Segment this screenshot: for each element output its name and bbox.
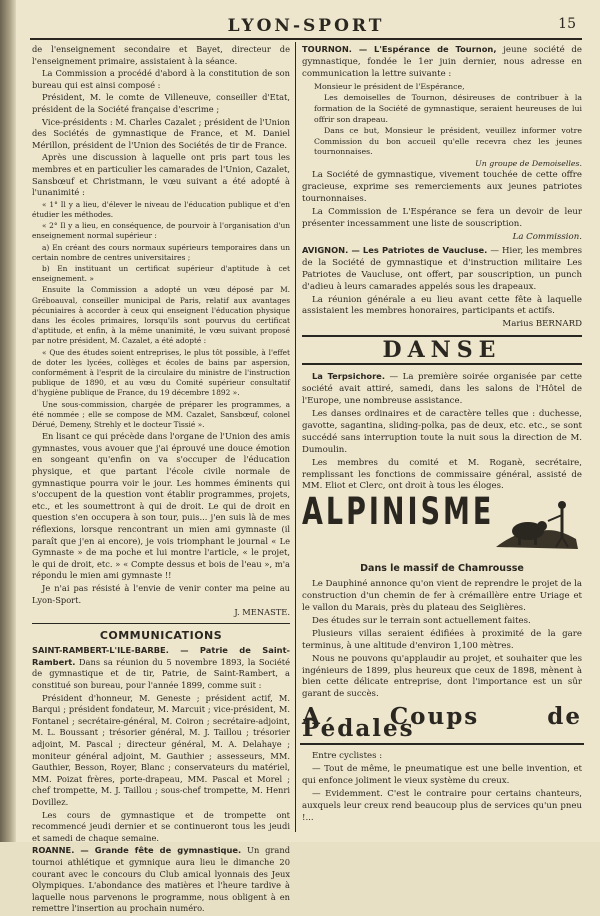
masthead-rule [30, 38, 582, 40]
paragraph: Des études sur le terrain sont actuellement faites. [312, 615, 531, 626]
quoted-letter [302, 82, 582, 170]
item-lead: TOURNON. — L'Espérance de Tournon, [302, 44, 497, 54]
paragraph: La Commission a procédé d'abord à la constitution de son bureau qui est ainsi composé : [32, 68, 290, 90]
paragraph: La réunion générale a eu lieu avant cette fête à laquelle assistaient les membres honoraires, participants et actifs. [302, 294, 582, 317]
item-lead: La Terpsichore. [312, 371, 385, 382]
coups-title: A Coups de Pédales [302, 703, 582, 743]
page-number: 15 [558, 16, 576, 32]
paragraph: Les danses ordinaires et de caractère telles que : duchesse, gavotte, sagantina, sliding-polka, pas de deux, etc. etc., se sont succédé sans interruption toute la nuit sous la direction de M. Dumoulin. [302, 408, 582, 455]
signature: Marius BERNARD [502, 319, 582, 330]
left-column [32, 44, 290, 916]
danse-banner [302, 335, 582, 365]
letter-line: Les demoiselles de Tournon, désireuses de contribuer à la formation de la Société de gymnastique, seraient heureuses de lui offrir son drapeau. [314, 93, 582, 124]
bear-hunter-illustration [490, 499, 582, 555]
paragraph: Les cours de gymnastique et de trompette ont recommencé jeudi dernier et se continueront tous les jeudi et samedi de chaque semaine. [32, 809, 290, 843]
paragraph: a) En créant des cours normaux supérieurs temporaires dans un certain nombre de centres universitaires ; [32, 242, 290, 262]
paragraph: Les membres du comité et M. Roganè, secrétaire, remplissant les fonctions de commissaire général, assisté de MM. Eliot et Clerc, ont droit à tous les éloges. [302, 457, 582, 492]
item-lead: ROANNE. — Grande fête de gymnastique. [32, 845, 242, 856]
letter-line: Dans ce but, Monsieur le président, veuillez informer votre Commission du bon accueil qu'elle recevra chez les jeunes tournonnaises. [314, 126, 582, 157]
paragraph: b) En instituant un certificat supérieur d'aptitude à cet enseignement. » [32, 263, 290, 284]
paragraph: Le Dauphiné annonce qu'on vient de reprendre le projet de la construction d'un chemin de fer à crémaillère entre Uriage et le vallon du Marais, près du plateau des Seiglières. [302, 579, 582, 614]
paragraph: Vice-présidents : M. Charles Cazalet ; président de l'Union des Sociétés de gymnastique de France, et M. Daniel Mérillon, président de l'Union des Sociétés de tir de France. [32, 116, 290, 150]
item-lead: SAINT-RAMBERT-L'ILE-BARBE. — Patrie de Saint-Rambert. [32, 645, 290, 667]
letter-line: Monsieur le président de l'Espérance, [314, 81, 465, 91]
paragraph: Après une discussion à laquelle ont pris part tous les membres et en particulier les camarades de l'Union, Cazalet, Sansbœuf et Christmann, le vœu suivant a été adopté à l'unanimité : [32, 152, 290, 198]
column-divider [295, 42, 296, 832]
paragraph: — Evidemment. C'est le contraire pour certains chanteurs, auxquels leur creux rend beaucoup plus de services qu'un pneu !... [302, 789, 582, 823]
item-text: Dans sa réunion du 5 novembre 1893, la Société de gymnastique et de tir, Patrie, de Saint-Rambert, a constitué son bureau, pour l'année 1899, comme suit : [32, 656, 290, 691]
paragraph: La Société de gymnastique, vivement touchée de cette offre gracieuse, exprime ses remerciements aux jeunes patriotes tournonnaises. [302, 170, 582, 205]
signature: La Commission. [512, 232, 582, 242]
paragraph: Président, M. le comte de Villeneuve, conseiller d'Etat, président de la Société française d'escrime ; [32, 92, 290, 114]
page-binding [0, 0, 16, 842]
alpinisme-title: ALPINISME [302, 490, 495, 535]
item-lead: AVIGNON. — Les Patriotes de Vaucluse. [302, 244, 488, 255]
letter-signature: Un groupe de Demoiselles. [475, 158, 582, 168]
paragraph: Entre cyclistes : [312, 751, 383, 762]
coups-rule [300, 743, 584, 745]
paragraph: — Tout de même, le pneumatique est une belle invention, et qui enfonce joliment le vieux système du creux. [302, 764, 582, 787]
item-text: jeune société de gymnastique, fondée le 1er juin dernier, nous adresse en communication la lettre suivante : [302, 45, 582, 79]
paragraph: « Que des études soient entreprises, le plus tôt possible, à l'effet de doter les lycées, collèges et écoles de bains par aspersion, conformément à l'esprit de la circulaire du ministre de l'instruction publique de 1890, et au vœu du Comité supérieur consultatif d'hygiène publique de France, du 19 décembre 1892 ». [32, 347, 290, 398]
paragraph: « 2° Il y a lieu, en conséquence, de pourvoir à l'organisation d'un enseignement normal supérieur : [32, 221, 290, 241]
signature: J. MENASTE. [234, 607, 290, 618]
item-text: — La première soirée organisée par cette société avait attiré, samedi, dans les salons de l'Hôtel de l'Europe, une nombreuse assistance. [302, 372, 582, 407]
item-text: Un grand tournoi athlétique et gymnique aura lieu le dimanche 20 courant avec le concours du Club amical lyonnais des Jeux Olympiques. L'abondance des matières et l'heure tardive à laquelle nous parvenons le programme, nous obligent à en remettre l'insertion au prochain numéro. [32, 845, 291, 914]
masthead-title: LYON-SPORT [227, 16, 385, 36]
alpinisme-banner [302, 490, 582, 559]
paragraph: Je n'ai pas résisté à l'envie de venir conter ma peine au Lyon-Sport. [32, 582, 290, 605]
paragraph: Président d'honneur, M. Geneste ; président actif, M. Barqui ; président fondateur, M. Marcuit ; vice-président, M. Fontanel ; secrétaire-général, M. Coiron ; secrétaire-adjoint, M. L. Boussant ; trésorier général, M. J. Taillou ; trésorier adjoint, M. Pascal ; directeur général, M. A. Delahaye ; moniteur général adjoint, M. Gauthier ; assesseurs, MM. Gauthier, Besson, Royer, Blanc ; conservateurs du matériel, MM. Poizat frères, porte-drapeau, MM. Pascal et Morel ; chef trompette, M. J. Taillou ; sous-chef trompette, M. Henri Dovillez. [32, 692, 290, 807]
paragraph: Ensuite la Commission a adopté un vœu déposé par M. Gréboauval, conseiller municipal de Paris, relatif aux avantages pécuniaires à accorder à ceux qui enseignent l'éducation physique dans les écoles primaires, lorsqu'ils sont pourvus du certificat d'aptitude, et enfin, à la même unanimité, le vœu suivant proposé par notre président, M. Cazalet, a été adopté : [32, 285, 290, 346]
coups-banner [302, 703, 582, 747]
alpinisme-subheading: Dans le massif de Chamrousse [360, 563, 524, 575]
section-heading: COMMUNICATIONS [99, 628, 223, 642]
paragraph: La Commission de L'Espérance se fera un devoir de leur présenter incessamment une liste de souscription. [302, 207, 582, 230]
masthead [30, 14, 582, 36]
danse-title: DANSE [382, 337, 502, 364]
paragraph: « 1° Il y a lieu, d'élever le niveau de l'éducation publique et d'en étudier les méthodes. [32, 199, 290, 219]
paragraph: de l'enseignement secondaire et Bayet, directeur de l'enseignement primaire, assistaient à la séance. [32, 44, 290, 66]
paragraph: Nous ne pouvons qu'applaudir au projet, et souhaiter que les ingénieurs de 1899, plus heureux que ceux de 1898, mènent à bien cette délicate entreprise, dont l'importance est un sûr garant de succès. [302, 653, 582, 700]
paragraph: Plusieurs villas seraient édifiées à proximité de la gare terminus, à une altitude d'environ 1,100 mètres. [302, 628, 582, 651]
right-column [302, 44, 582, 826]
item-text: — Hier, les membres de la Société de gymnastique et d'instruction militaire Les Patriotes de Vaucluse, ont offert, par souscription, un punch d'adieu à leurs camarades appelés sous les drapeaux. [302, 245, 582, 292]
paragraph: Une sous-commission, chargée de préparer les programmes, a été nommée ; elle se compose de MM. Cazalet, Sansbœuf, colonel Dérué, Demeny, Strehly et le docteur Tissié ». [32, 399, 290, 429]
paragraph: En lisant ce qui précède dans l'organe de l'Union des amis gymnastes, vous avouer que j'ai éprouvé une douce émotion en songeant qu'enfin on va s'occuper de l'éducation physique, et que partant l'école civile normale de gymnastique pourra voir le jour. Les hommes éminents qui s'occupent de la question vont établir programmes, projets, etc., et les soumettront à qui de droit. Le qui de droit en question s'en occupera à son tour, puis... j'en suis là de mes réflexions, lorsque rencontrant un mien ami gymnaste (il paraît que j'en ai encore), je vois triomphant le journal « Le Gymnaste » de ma poche et lui montre l'article, « le projet, le qui de droit, etc. » « Compte dessus et bois de l'eau », m'a répondu le mien ami gymnaste !! [32, 431, 290, 581]
section-rule [32, 623, 290, 624]
